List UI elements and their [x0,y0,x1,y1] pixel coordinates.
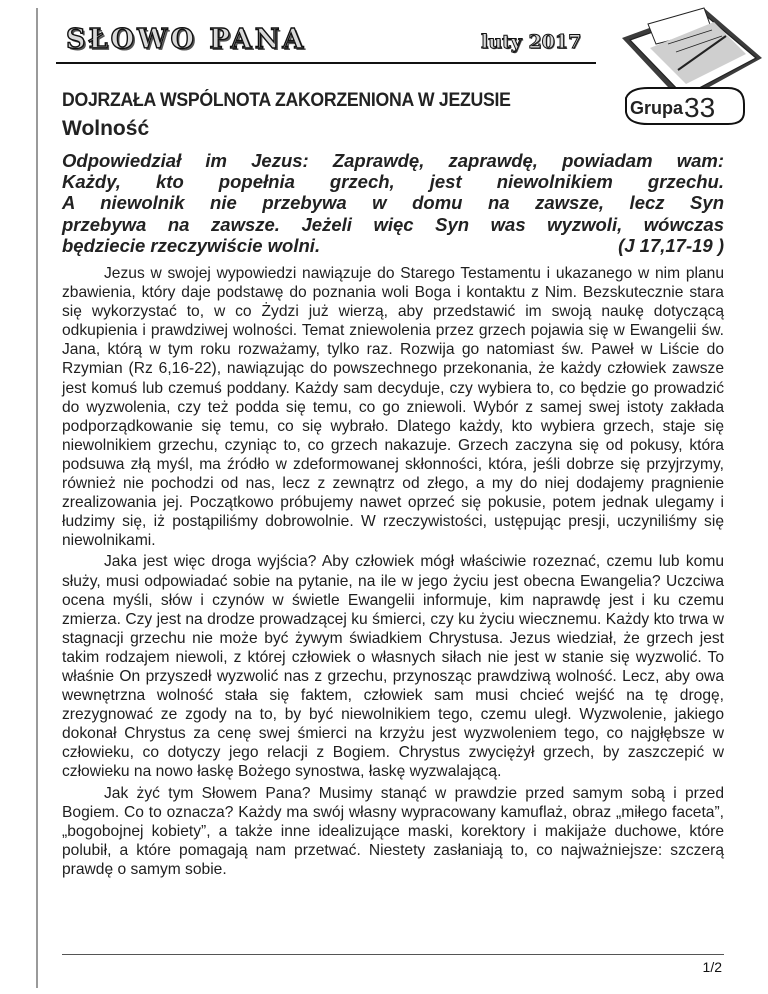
body-paragraph: Jaka jest więc droga wyjścia? Aby człowiek mógł właściwie rozeznać, czemu lub komu służy, musi odpowiadać sobie na pytanie, na ile w jego życiu jest obecna Ewangelia? Uczciwa ocena myśli, słów i czynów w świetle Ewangelii informuje, kim naprawdę jest i ku czemu zmierza. Czy jest na drodze prowadzącej ku śmierci, czy ku życiu wiecznemu. Każdy kto trwa w stagnacji grzechu nie może być żywym świadkiem Chrystusa. Jezus wiedział, że grzech jest takim rodzajem niewoli, z której człowiek o własnych siłach nie jest w stanie się wyzwolić. To właśnie On przyszedł wyzwolić nas z grzechu, przynosząc prawdziwą wolność. Lecz, aby owa wewnętrzna wolność stała się faktem, człowiek sam musi chcieć wejść na tę drogę, zrezygnować ze zgody na to, by być niewolnikiem tego, czemu uległ. Wyzwolenie, jakiego dokonał Chrystus za cenę swej śmierci na krzyżu jest wyzwoleniem tego, co najgłębsze w człowieku, co dotyczy jego relacji z Bogiem. Chrystus zwyciężył grzech, by zaszczepić w człowieku na nowo łaskę Bożego synostwa, łaskę wyzwalającą. [62,553,724,781]
scripture-quote [62,150,724,256]
masthead [56,22,596,58]
body-paragraph: Jezus w swojej wypowiedzi nawiązuje do Starego Testamentu i ukazanego w nim planu zbawienia, który daje podstawę do poznania woli Boga i kontaktu z Nim. Bezskutecznie stara się wykorzystać to, w co Żydzi już wierzą, aby przedstawić im swoją naukę dotyczącą odkupienia i prawdziwej wolności. Temat zniewolenia przez grzech pojawia się w Ewangelii św. Jana, którą w tym roku rozważamy, tylko raz. Rozwija go natomiast św. Paweł w Liście do Rzymian (Rz 6,16-22), nawiązując do powszechnego przekonania, że każdy człowiek zawsze jest komuś lub czemuś poddany. Każdy sam decyduje, czy wybiera to, co będzie go prowadzić do wyzwolenia, czy też podda się temu, co go zniewoli. Wybór z samej swej istoty zakłada podporządkowanie się temu, co się wybrało. Dlatego każdy, kto wybiera grzech, staje się niewolnikiem grzechu, czyniąc to, co grzech nakazuje. Grzech zaczyna się od pokusy, która podsuwa złą myśl, ma źródło w zdeformowanej skłonności, która, jeśli dobrze się przyjrzymy, również nie pochodzi od nas, lecz z zewnątrz od złego, a my do niej dodajemy pragnienie zrealizowania jej. Początkowo próbujemy nawet oprzeć się pokusie, potem jednak ulegamy i łudzimy się, iż postąpiliśmy dobrowolnie. W rzeczywistości, ustępując presji, uczyniliśmy się niewolnikami. [62,265,724,550]
quote-line: przebywa na zawsze. Jeżeli więc Syn was wyzwoli, wówczas [62,213,724,235]
body-paragraph: Jak żyć tym Słowem Pana? Musimy stanąć w prawdzie przed samym sobą i przed Bogiem. Co to oznacza? Każdy ma swój własny wypracowany kamuflaż, obraz „miłego faceta”, „bogobojnej kobiety”, a także inne idealizujące maski, korektory i makijaże duchowe, które polubił, a które pomagają nam przetwać. Niestety zasłaniają to, co najważniejsze: szczerą prawdę o samym sobie. [62,784,724,878]
logo-number: 33 [684,92,716,123]
article-heading: DOJRZAŁA WSPÓLNOTA ZAKORZENIONA W JEZUSIE [62,90,511,111]
quote-line: A niewolnik nie przebywa w domu na zawsze, lecz Syn [62,192,724,214]
footer-rule [62,954,724,955]
margin-line [36,8,38,988]
quote-line: będziecie rzeczywiście wolni. [62,234,321,256]
quote-line: Każdy, kto popełnia grzech, jest niewolnikiem grzechu. [62,171,724,193]
grupa-33-logo [586,0,768,140]
logo-label: Grupa [630,98,684,118]
quote-last-line [62,235,724,256]
newsletter-title: SŁOWO PANA [66,24,307,55]
issue-date: luty 2017 [481,31,582,53]
masthead-rule [56,62,596,64]
quote-reference: (J 17,17-19 ) [618,234,724,256]
page-number: 1/2 [702,959,722,975]
article-subheading: Wolność [62,117,150,140]
article-body [62,264,724,879]
quote-line: Odpowiedział im Jezus: Zaprawdę, zaprawdę, powiadam wam: [62,150,724,171]
